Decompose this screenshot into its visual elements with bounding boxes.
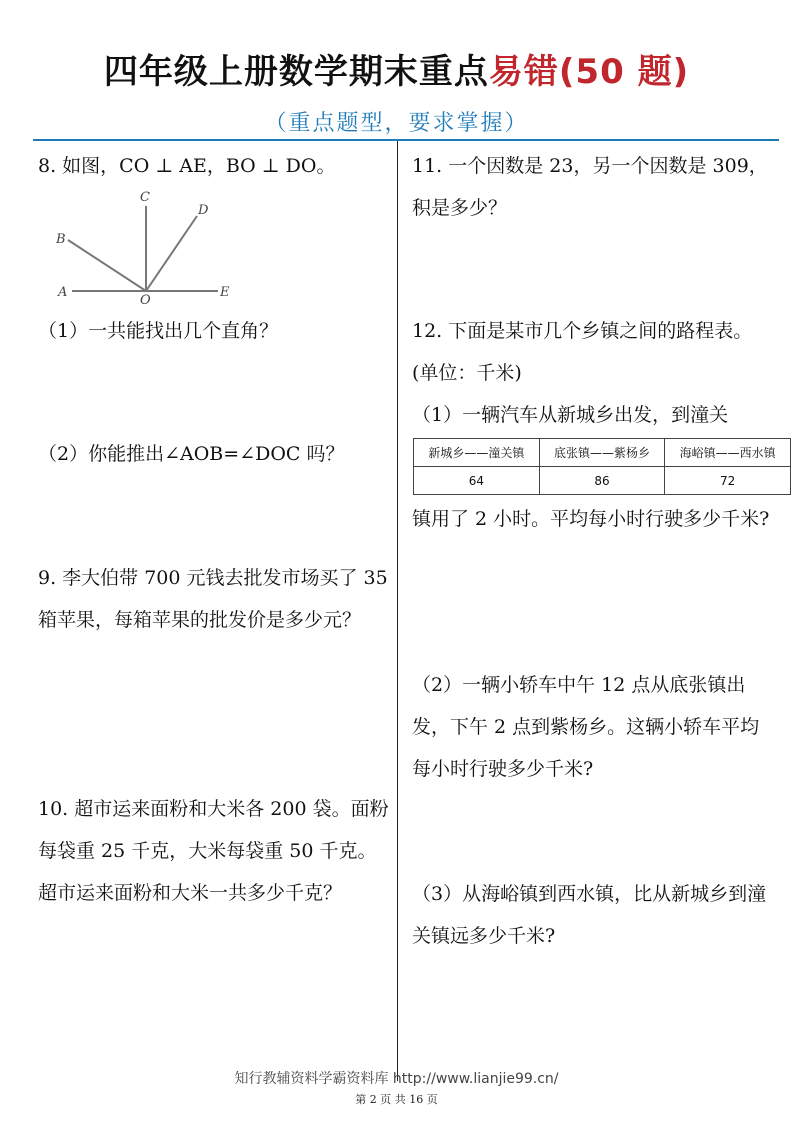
table-row (414, 439, 791, 467)
table-header-cell: 新城乡——潼关镇 (414, 439, 540, 467)
footer-source: 知行教辅资料学霸资料库 http://www.lianjie99.cn/ (234, 1071, 559, 1087)
q8-part2: （2）你能推出∠AOB=∠DOC 吗？ (38, 443, 345, 465)
page-title (0, 44, 793, 93)
table-cell: 64 (414, 467, 540, 495)
label-b: B (56, 232, 66, 247)
table-header-cell: 海峪镇——西水镇 (665, 439, 791, 467)
header-divider (33, 139, 779, 141)
q10-text: 10. 超市运来面粉和大米各 200 袋。面粉每袋重 25 千克，大米每袋重 50 千克。超市运来面粉和大米一共多少千克？ (38, 798, 389, 904)
q9-text: 9. 李大伯带 700 元钱去批发市场买了 35 箱苹果，每箱苹果的批发价是多少元？ (38, 567, 394, 631)
page-number: 第 2 页 共 16 页 (355, 1093, 438, 1106)
table-header-cell: 底张镇——紫杨乡 (539, 439, 665, 467)
label-a: A (58, 285, 68, 300)
table-cell: 72 (665, 467, 791, 495)
column-divider (397, 141, 398, 1081)
distance-table (413, 438, 791, 495)
label-o: O (140, 293, 151, 306)
q11-text: 11. 一个因数是 23，另一个因数是 309，积是多少？ (412, 155, 768, 219)
title-main: 四年级上册数学期末重点 (103, 52, 489, 92)
q8-part1: （1）一共能找出几个直角？ (38, 320, 279, 342)
q12-part1-b: 镇用了 2 小时。平均每小时行驶多少千米? (412, 508, 770, 530)
title-accent: 易错(50 题) (488, 52, 690, 92)
q12-part2: （2）一辆小轿车中午 12 点从底张镇出发，下午 2 点到紫杨乡。这辆小轿车平均每小时行驶多少千米? (412, 674, 760, 780)
label-e: E (220, 285, 230, 300)
table-row (414, 467, 791, 495)
q8-stem: 8. 如图，CO ⊥ AE，BO ⊥ DO。 (38, 155, 336, 177)
q12-stem: 12. 下面是某市几个乡镇之间的路程表。(单位：千米) (412, 320, 753, 384)
q12-part1-a: （1）一辆汽车从新城乡出发，到潼关 (412, 404, 729, 426)
label-d: D (198, 203, 209, 218)
table-cell: 86 (539, 467, 665, 495)
ray-od (146, 216, 197, 291)
label-c: C (140, 190, 150, 205)
ray-ob (68, 240, 146, 291)
q12-part3: （3）从海峪镇到西水镇，比从新城乡到潼关镇远多少千米? (412, 883, 767, 947)
page-subtitle: （重点题型，要求掌握） (264, 111, 529, 136)
angle-figure (50, 186, 250, 306)
